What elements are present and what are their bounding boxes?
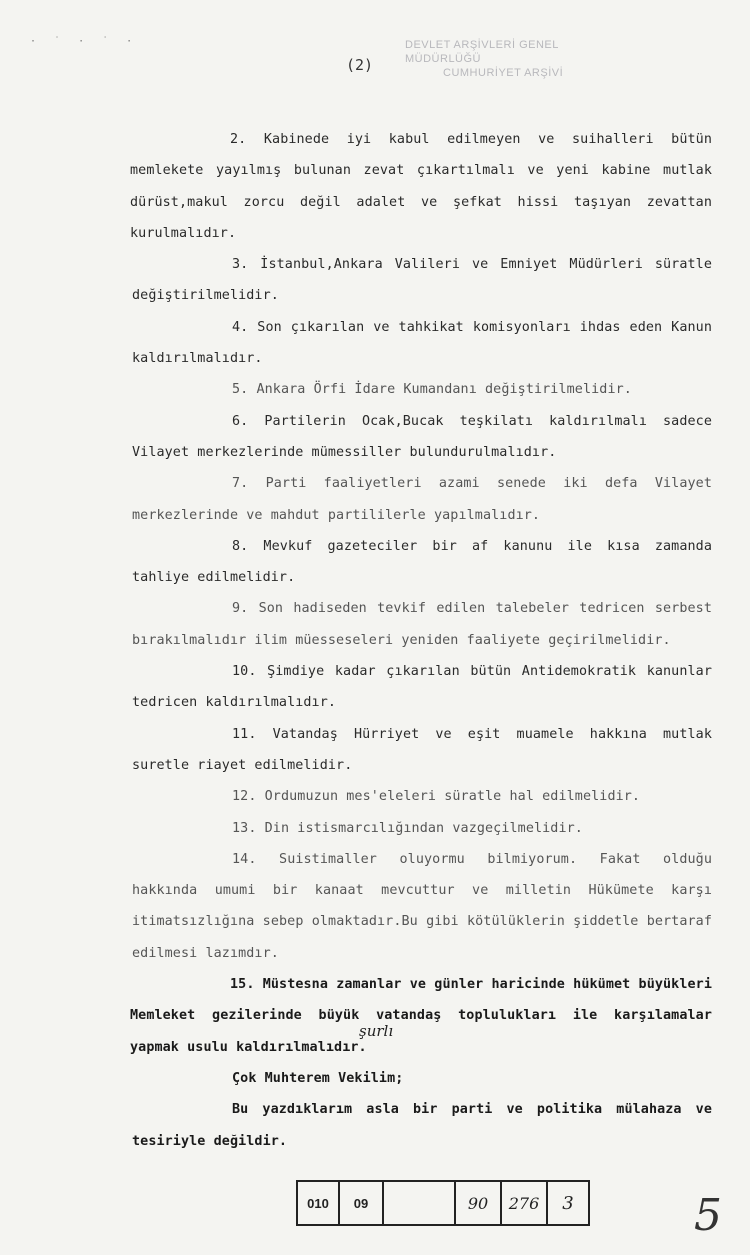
- item-8: 8. Mevkuf gazeteciler bir af kanunu ile kısa zamanda tahliye edilmelidir.: [132, 538, 712, 586]
- archive-code-item: 3: [562, 1192, 574, 1214]
- item-11: 11. Vatandaş Hürriyet ve eşit muamele hakkına mutlak suretle riayet edilmelidir.: [132, 726, 712, 773]
- archive-reference-box: [296, 1180, 590, 1226]
- item-15: 15. Müstesna zamanlar ve günler haricinde hükümet büyükleri Memleket gezilerinde büyük vatandaş toplulukları ile karşılamalar yapmak usulu kaldırılmalıdır.: [130, 977, 712, 1055]
- page-number: (2): [346, 56, 374, 74]
- closing-statement: Bu yazdıklarım asla bir parti ve politika mülahaza ve tesiriyle değildir.: [132, 1102, 712, 1149]
- item-10: 10. Şimdiye kadar çıkarılan bütün Antidemokratik kanunlar tedricen kaldırılmalıdır.: [132, 664, 712, 711]
- archive-code-blank: [384, 1182, 456, 1224]
- archive-code-fond: 010: [298, 1182, 340, 1224]
- archive-code-series: 09: [340, 1182, 384, 1224]
- archive-stamp: [405, 38, 635, 80]
- folio-number: 5: [694, 1190, 722, 1241]
- item-2: 2. Kabinede iyi kabul edilmeyen ve suihalleri bütün memlekete yayılmış bulunan zevat çıkartılmalı ve yeni kabine mutlak dürüst,makul zorcu değil adalet ve şefkat hissi taşıyan zevattan kurulmalıdır.: [130, 132, 712, 241]
- salutation: Çok Muhterem Vekilim;: [232, 1070, 404, 1086]
- stamp-line-2: CUMHURİYET ARŞİVİ: [443, 67, 564, 79]
- item-3: 3. İstanbul,Ankara Valileri ve Emniyet Müdürleri süratle değiştirilmelidir.: [132, 257, 712, 304]
- archive-code-box: 90: [456, 1182, 502, 1224]
- item-12: 12. Ordumuzun mes'eleleri süratle hal edilmelidir.: [232, 789, 641, 805]
- archive-code-file: 276: [502, 1182, 548, 1224]
- ink-specks: · ˙ · ˙ ·: [30, 36, 139, 47]
- item-13: 13. Din istismarcılığından vazgeçilmelidir.: [232, 820, 583, 836]
- item-7: 7. Parti faaliyetleri azami senede iki defa Vilayet merkezlerinde ve mahdut partililerle yapılmalıdır.: [132, 476, 712, 523]
- stamp-line-1: DEVLET ARŞİVLERİ GENEL MÜDÜRLÜĞÜ: [405, 39, 559, 65]
- item-5: 5. Ankara Örfi İdare Kumandanı değiştirilmelidir.: [232, 382, 632, 398]
- handwritten-annotation: şurlı: [359, 1022, 394, 1040]
- item-9: 9. Son hadiseden tevkif edilen talebeler tedricen serbest bırakılmalıdır ilim müesseseleri yeniden faaliyete geçirilmelidir.: [132, 601, 712, 648]
- letter-body: [132, 124, 712, 1157]
- item-6: 6. Partilerin Ocak,Bucak teşkilatı kaldırılmalı sadece Vilayet merkezlerinde mümessiller bulundurulmalıdır.: [132, 413, 712, 460]
- item-14: 14. Suistimaller oluyormu bilmiyorum. Fakat olduğu hakkında umumi bir kanaat mevcuttur ve milletin Hükümete karşı itimatsızlığına sebep olmaktadır.Bu gibi kötülüklerin şiddetle bertaraf edilmesi lazımdır.: [132, 851, 712, 961]
- item-4: 4. Son çıkarılan ve tahkikat komisyonları ihdas eden Kanun kaldırılmalıdır.: [132, 319, 712, 367]
